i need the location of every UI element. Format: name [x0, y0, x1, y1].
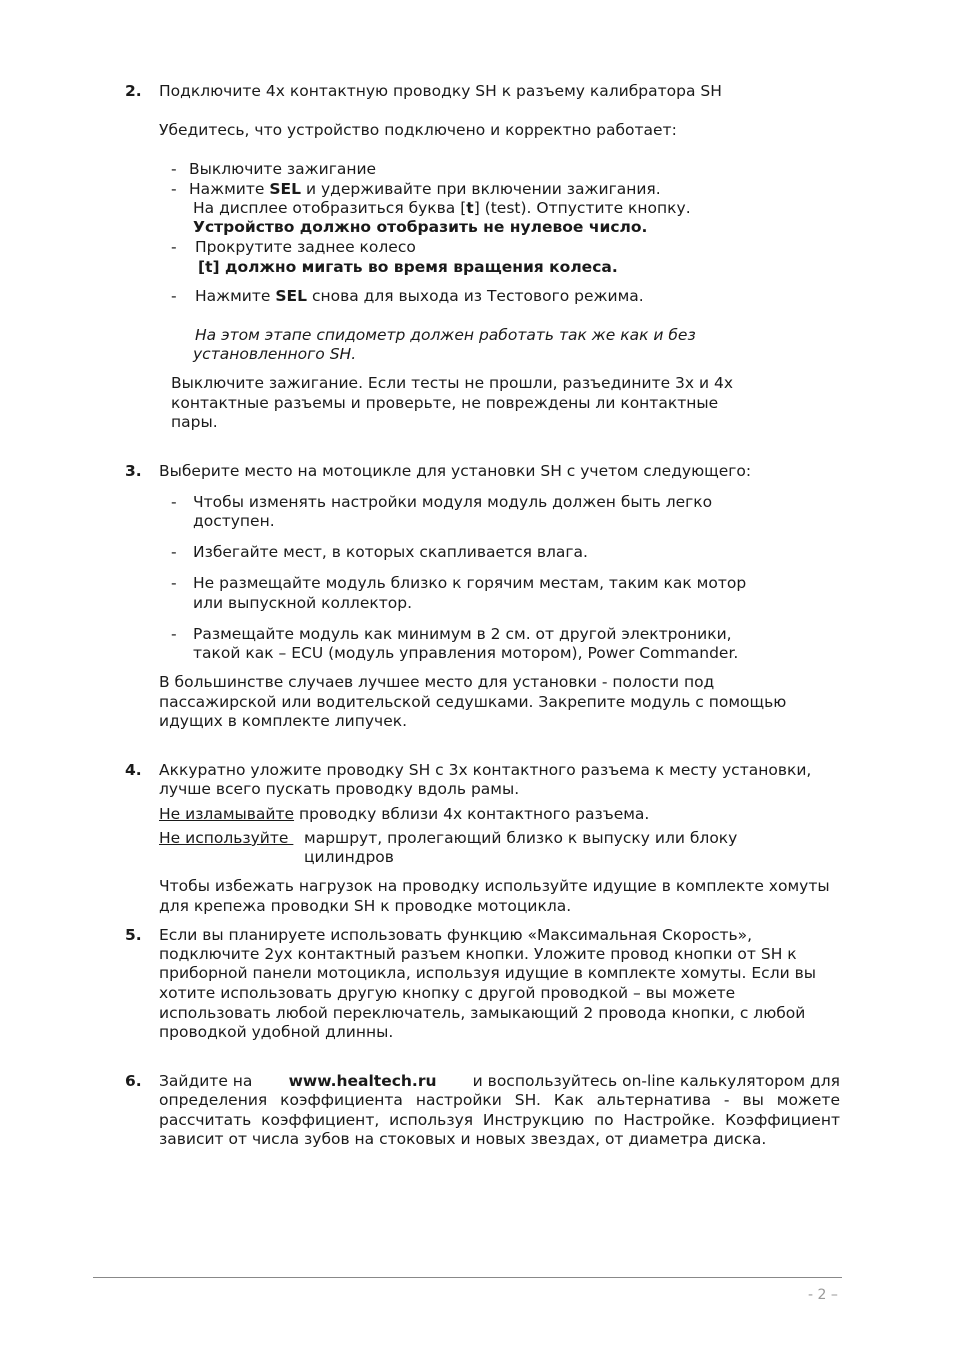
list-dash: -: [171, 625, 177, 643]
list-item: Нажмите SEL снова для выхода из Тестового режима.: [195, 287, 644, 305]
paragraph-line: [159, 1072, 840, 1092]
instruction-text: Убедитесь, что устройство подключено и корректно работает:: [159, 121, 677, 139]
paragraph-line: пары.: [171, 413, 218, 431]
paragraph-line: пассажирской или водительской седушками. Закрепите модуль с помощью: [159, 693, 787, 711]
list-item: Прокрутите заднее колесо: [195, 238, 416, 256]
item-number: 4.: [125, 761, 142, 779]
page-number: - 2 –: [808, 1287, 838, 1303]
list-dash: -: [171, 160, 177, 178]
paragraph-line: для крепежа проводки SH к проводке мотоцикла.: [159, 897, 572, 915]
item-number: 3.: [125, 462, 142, 480]
item-title: Выберите место на мотоцикле для установки SH с учетом следующего:: [159, 462, 752, 480]
list-dash: -: [171, 574, 177, 592]
list-item-continuation: такой как – ECU (модуль управления мотором), Power Commander.: [193, 644, 739, 662]
list-dash: -: [171, 543, 177, 561]
list-item-continuation: На дисплее отобразиться буква [t] (test). Отпустите кнопку.: [193, 199, 691, 217]
emphasis-text: [t] должно мигать во время вращения колеса.: [198, 258, 618, 276]
list-dash: -: [171, 238, 177, 256]
warning-line: Не изламывайте проводку вблизи 4х контактного разъема.: [159, 805, 650, 823]
text-fragment: и воспользуйтесь on-line калькулятором для: [467, 1072, 840, 1090]
text-fragment: Зайдите на: [159, 1072, 258, 1090]
emphasis-text: Устройство должно отобразить не нулевое число.: [193, 218, 648, 236]
warning-text: маршрут, пролегающий близко к выпуску или блоку: [304, 829, 738, 847]
list-item: Размещайте модуль как минимум в 2 см. от другой электроники,: [193, 625, 732, 643]
paragraph-line: хотите использовать другую кнопку с другой проводкой – вы можете: [159, 984, 736, 1002]
paragraph-line: приборной панели мотоцикла, используя идущие в комплекте хомуты. Если вы: [159, 964, 816, 982]
paragraph-line: зависит от числа зубов на стоковых и новых звездах, от диаметра диска.: [159, 1130, 767, 1148]
paragraph-line: Чтобы избежать нагрузок на проводку используйте идущие в комплекте хомуты: [159, 877, 830, 895]
list-item: Избегайте мест, в которых скапливается влага.: [193, 543, 588, 561]
warning-text: цилиндров: [304, 848, 394, 866]
paragraph-line: определения коэффициента настройки SH. Как альтернатива - вы можете: [159, 1091, 840, 1109]
paragraph-line: Выключите зажигание. Если тесты не прошли, разъедините 3х и 4х: [171, 374, 734, 392]
footer-divider: [93, 1277, 842, 1278]
website-link[interactable]: www.healtech.ru: [288, 1072, 437, 1090]
item-number: 5.: [125, 926, 142, 944]
paragraph-line: проводкой удобной длинны.: [159, 1023, 394, 1041]
item-number: 2.: [125, 82, 142, 100]
paragraph-line: рассчитать коэффициент, используя Инструкцию по Настройке. Коэффициент: [159, 1111, 840, 1129]
list-item: Не размещайте модуль близко к горячим местам, таким как мотор: [193, 574, 747, 592]
list-dash: -: [171, 287, 177, 305]
paragraph-line: Если вы планируете использовать функцию «Максимальная Скорость»,: [159, 926, 753, 944]
note-text: установленного SH.: [193, 345, 357, 363]
item-title: Подключите 4х контактную проводку SH к разъему калибратора SH: [159, 82, 722, 100]
paragraph-line: идущих в комплекте липучек.: [159, 712, 408, 730]
list-item-continuation: или выпускной коллектор.: [193, 594, 412, 612]
list-item: Чтобы изменять настройки модуля модуль должен быть легко: [193, 493, 713, 511]
paragraph-line: В большинстве случаев лучшее место для установки - полости под: [159, 673, 715, 691]
list-item: Выключите зажигание: [189, 160, 377, 178]
warning-label: Не используйте: [159, 829, 294, 847]
note-text: На этом этапе спидометр должен работать так же как и без: [195, 326, 696, 344]
list-item: Нажмите SEL и удерживайте при включении зажигания.: [189, 180, 661, 198]
list-dash: -: [171, 493, 177, 511]
list-item-continuation: доступен.: [193, 512, 275, 530]
paragraph-line: контактные разъемы и проверьте, не повреждены ли контактные: [171, 394, 719, 412]
item-number: 6.: [125, 1072, 142, 1090]
list-dash: -: [171, 180, 177, 198]
paragraph-line: подключите 2ух контактный разъем кнопки. Уложите провод кнопки от SH к: [159, 945, 797, 963]
paragraph-line: лучше всего пускать проводку вдоль рамы.: [159, 780, 520, 798]
paragraph-line: Аккуратно уложите проводку SH с 3х контактного разъема к месту установки,: [159, 761, 812, 779]
paragraph-line: использовать любой переключатель, замыкающий 2 провода кнопки, с любой: [159, 1004, 806, 1022]
